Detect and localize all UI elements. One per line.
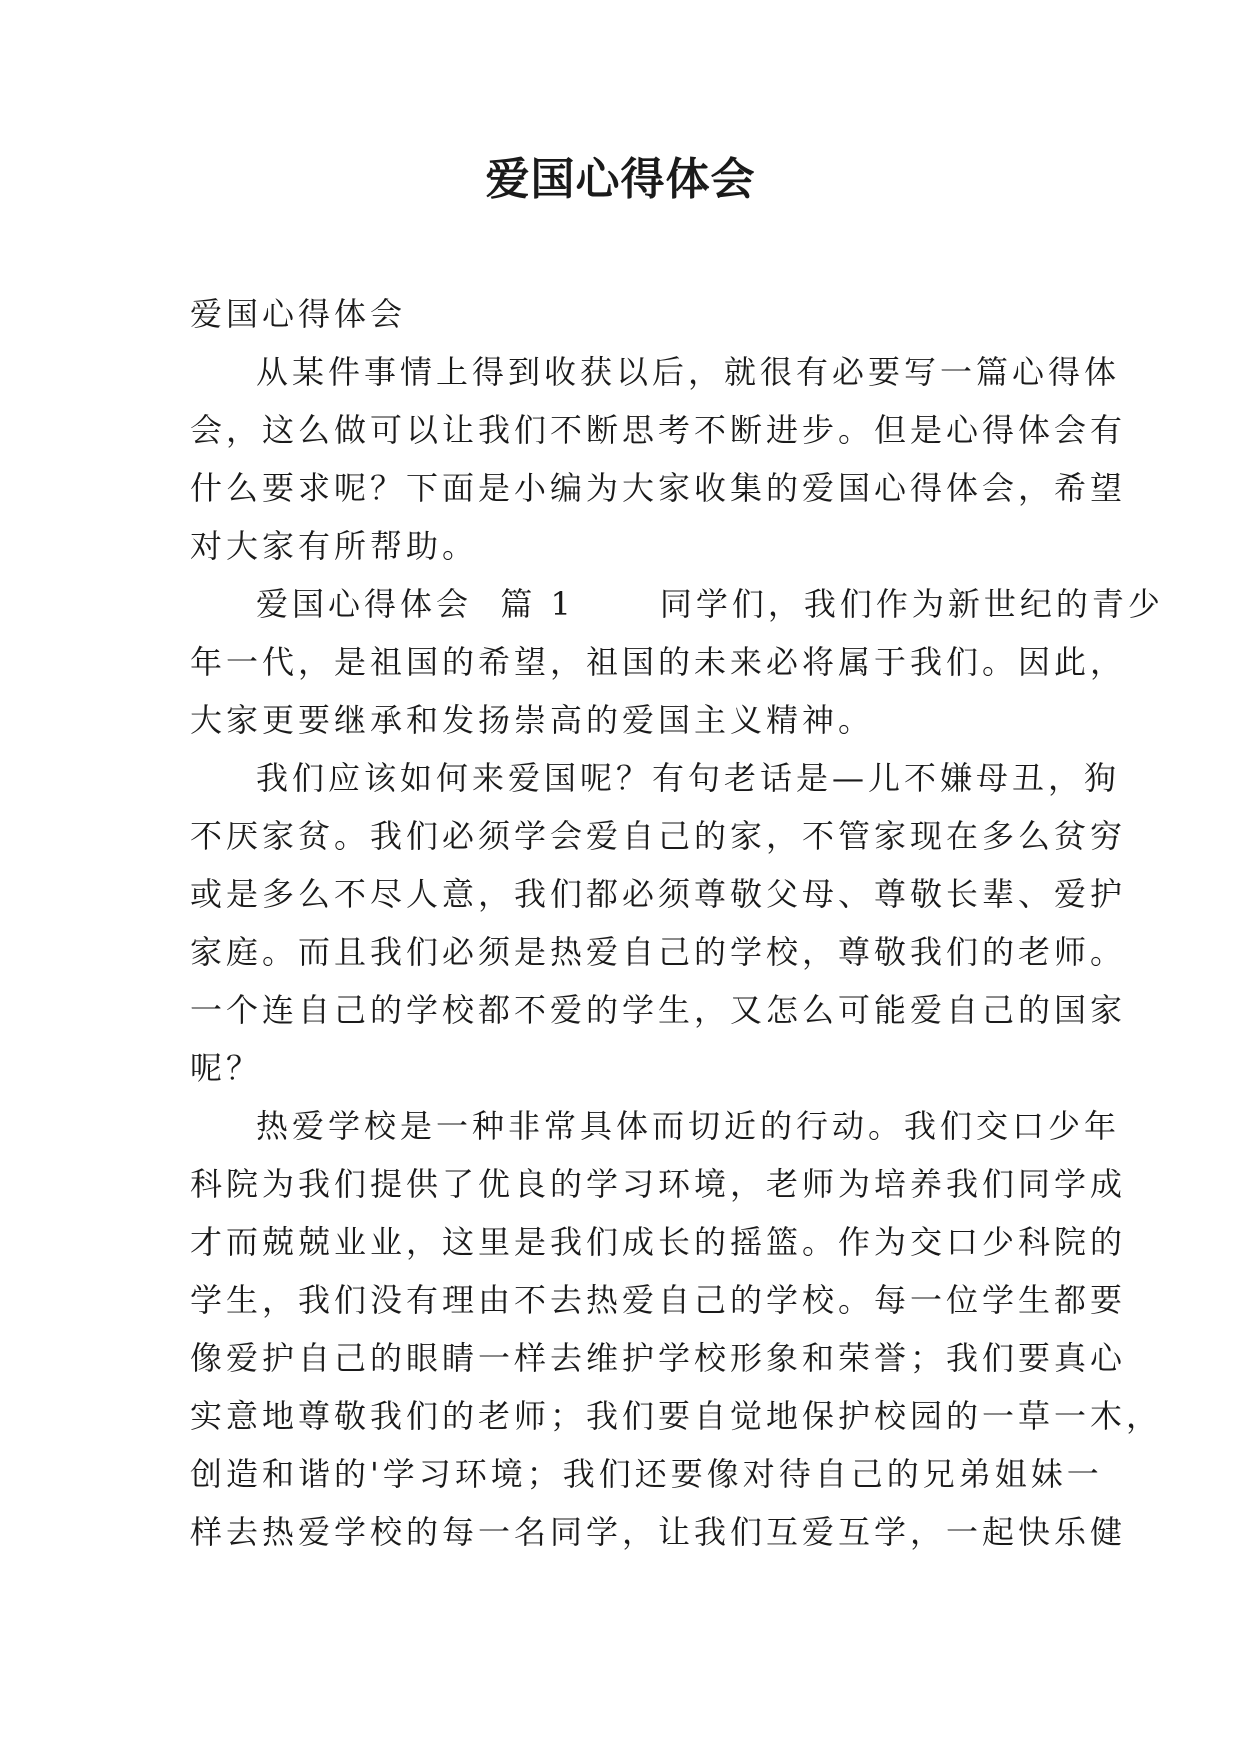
text-line: 爱国心得体会 篇 1 同学们，我们作为新世纪的青少 [256,585,1164,623]
text-line: 创造和谐的'学习环境；我们还要像对待自己的兄弟姐妹一 [190,1455,1103,1493]
text-line: 大家更要继承和发扬崇高的爱国主义精神。 [190,701,875,739]
document-body [190,285,1164,1561]
text-line: 热爱学校是一种非常具体而切近的行动。我们交口少年 [256,1107,1121,1145]
subtitle-line: 爱国心得体会 [190,295,407,333]
text-line: 从某件事情上得到收获以后，就很有必要写一篇心得体 [256,353,1121,391]
text-line: 呢？ [190,1049,263,1087]
text-line: 或是多么不尽人意，我们都必须尊敬父母、尊敬长辈、爱护 [190,875,1127,913]
text-line: 样去热爱学校的每一名同学，让我们互爱互学，一起快乐健 [190,1513,1127,1551]
text-line: 实意地尊敬我们的老师；我们要自觉地保护校园的一草一木， [190,1397,1163,1435]
text-line: 科院为我们提供了优良的学习环境，老师为培养我们同学成 [190,1165,1127,1203]
text-line: 会，这么做可以让我们不断思考不断进步。但是心得体会有 [190,411,1127,449]
text-line: 不厌家贫。我们必须学会爱自己的家，不管家现在多么贫穷 [190,817,1127,855]
document-title: 爱国心得体会 [485,154,756,205]
text-line: 什么要求呢？下面是小编为大家收集的爱国心得体会，希望 [190,469,1127,507]
text-line: 像爱护自己的眼睛一样去维护学校形象和荣誉；我们要真心 [190,1339,1127,1377]
text-line: 年一代，是祖国的希望，祖国的未来必将属于我们。因此， [190,643,1127,681]
text-line: 才而兢兢业业，这里是我们成长的摇篮。作为交口少科院的 [190,1223,1127,1261]
text-line: 家庭。而且我们必须是热爱自己的学校，尊敬我们的老师。 [190,933,1127,971]
text-line: 学生，我们没有理由不去热爱自己的学校。每一位学生都要 [190,1281,1127,1319]
text-line: 一个连自己的学校都不爱的学生，又怎么可能爱自己的国家 [190,991,1127,1029]
text-line: 对大家有所帮助。 [190,527,479,565]
text-line: 我们应该如何来爱国呢？有句老话是—儿不嫌母丑，狗 [256,759,1121,797]
